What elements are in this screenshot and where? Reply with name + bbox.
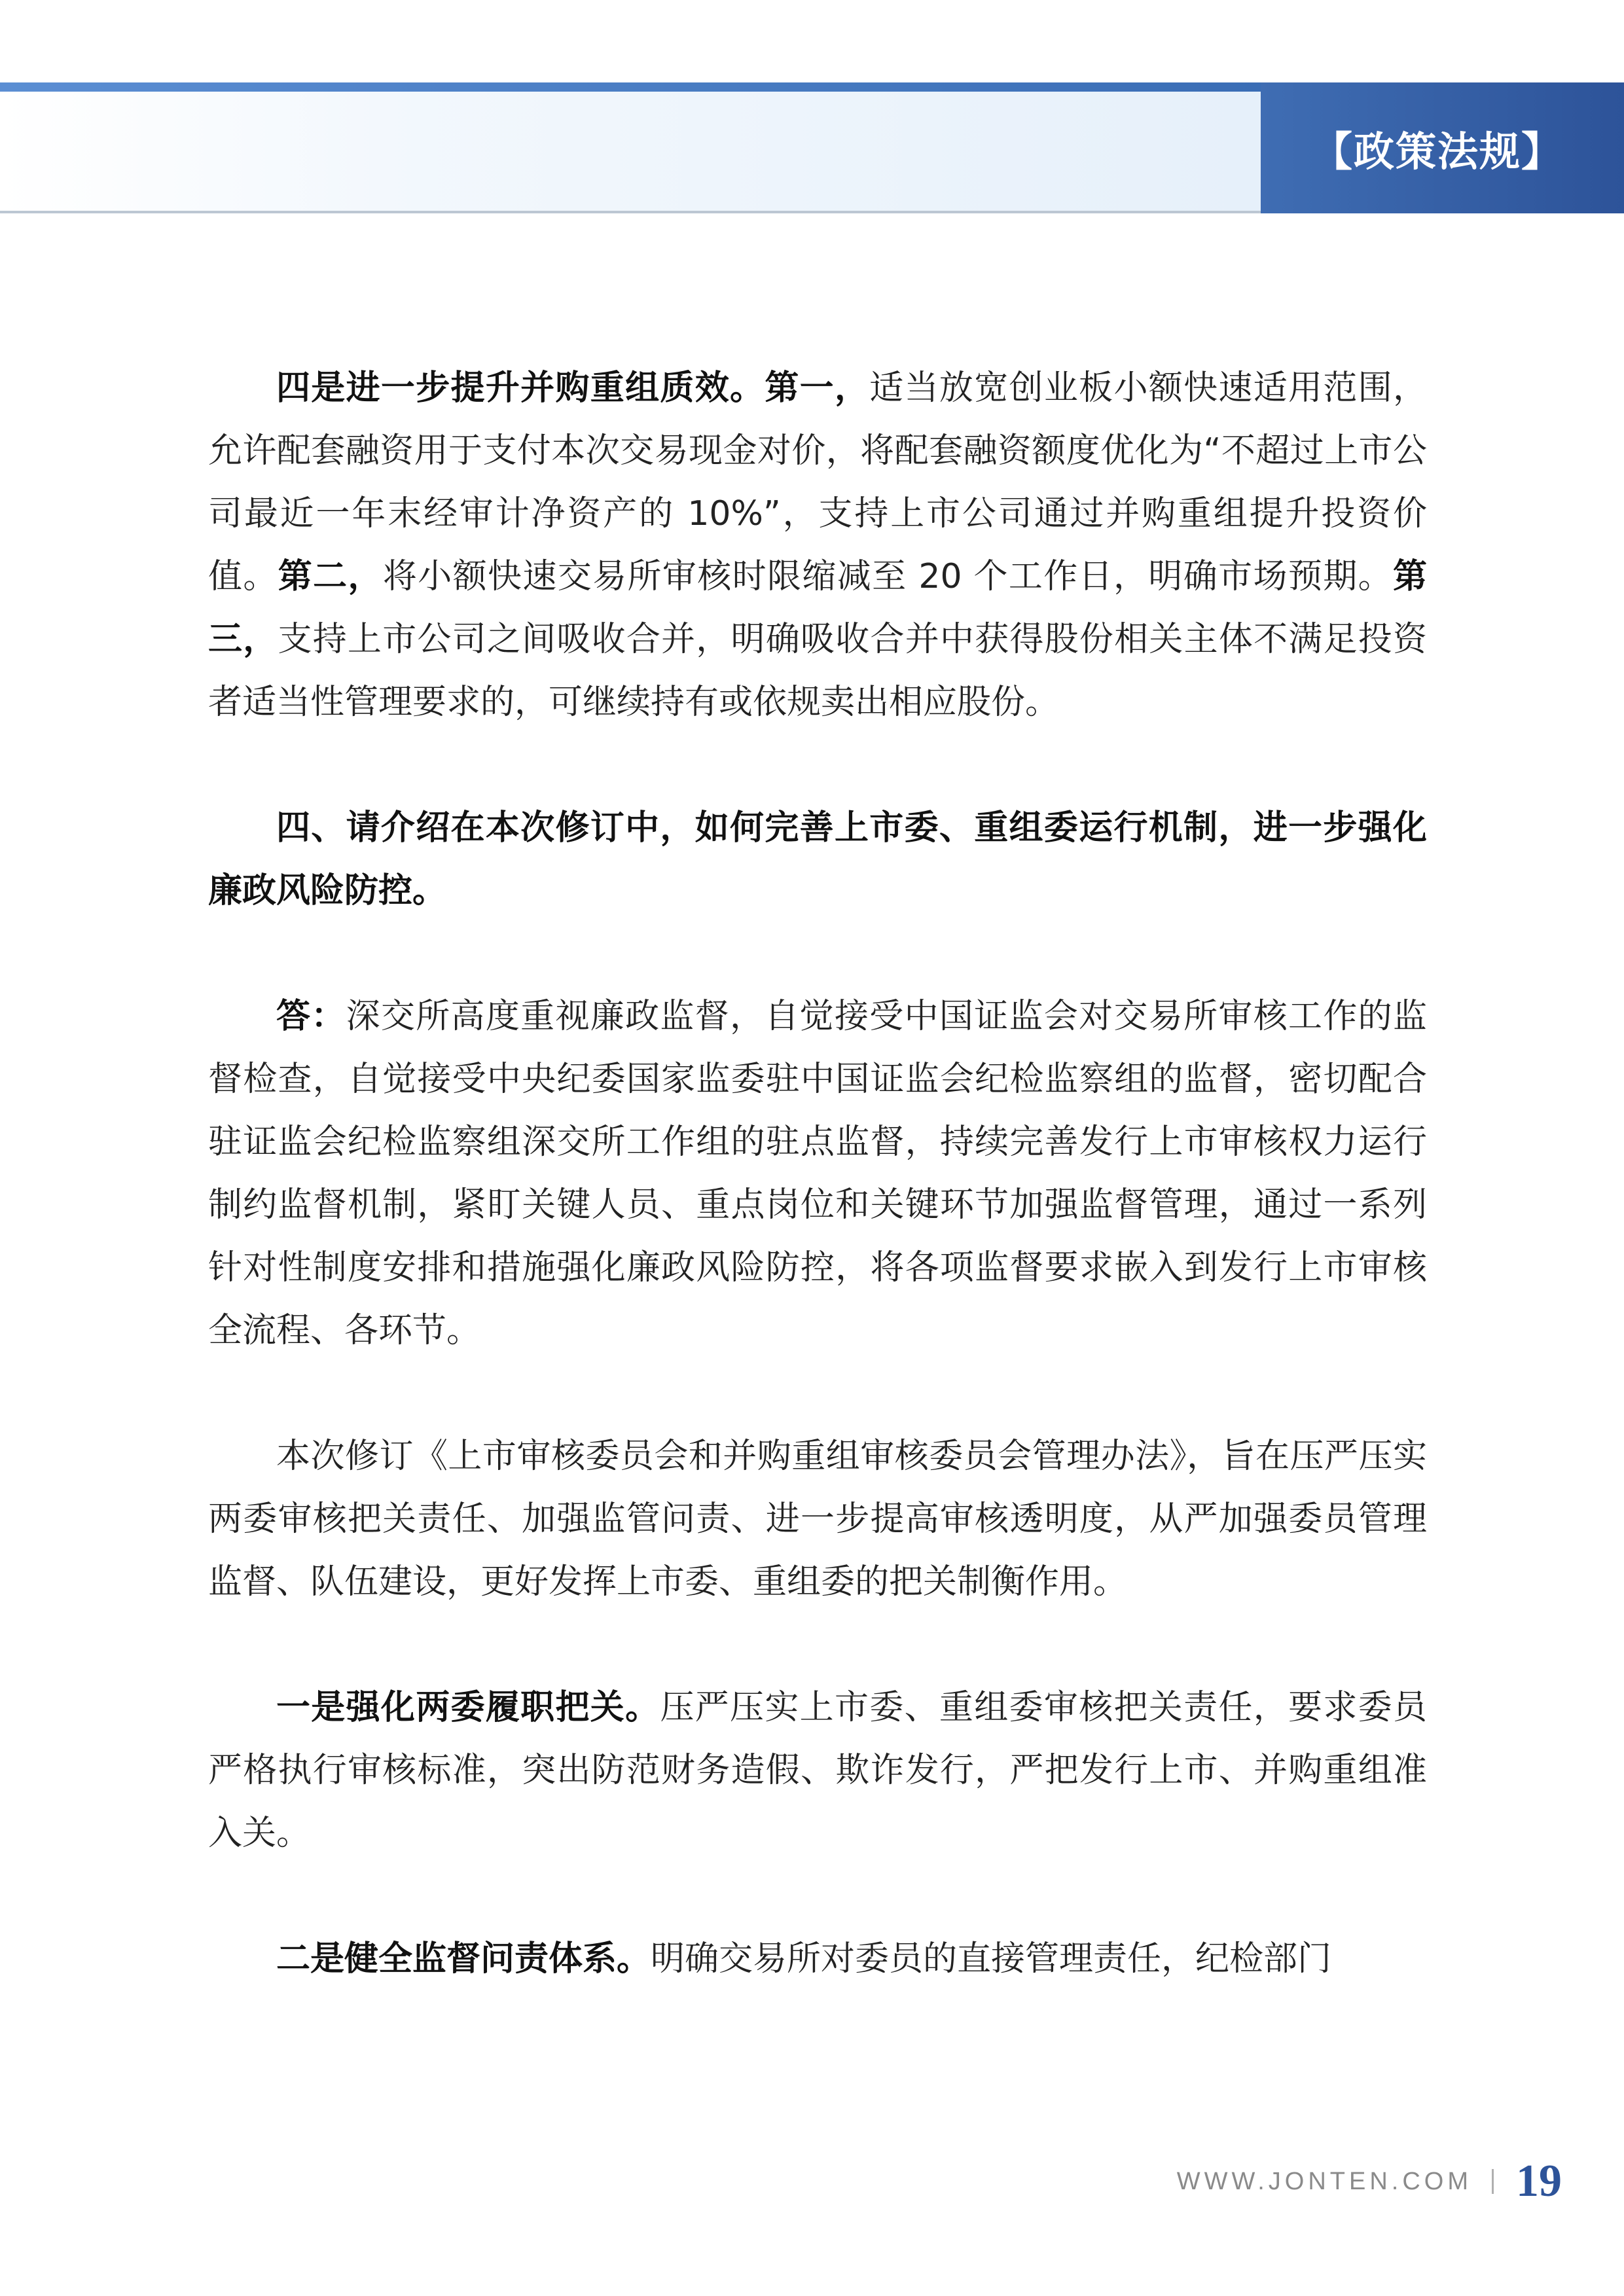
page-number: 19 bbox=[1516, 2156, 1562, 2206]
footer-divider bbox=[1492, 2169, 1494, 2194]
answer-label: 答： bbox=[276, 997, 346, 1036]
paragraph-supervision-system bbox=[208, 1928, 1427, 1990]
point-label-third: 第三， bbox=[208, 557, 1427, 659]
question-heading: 四、请介绍在本次修订中，如何完善上市委、重组委运行机制，进一步强化廉政风险防控。 bbox=[208, 808, 1427, 910]
header-band bbox=[0, 92, 1261, 211]
website-url: WWW.JONTEN.COM bbox=[1176, 2167, 1472, 2195]
point-text-second: 将小额快速交易所审核时限缩减至 20 个工作日，明确市场预期。 bbox=[382, 557, 1393, 596]
answer-paragraph bbox=[208, 985, 1427, 1362]
paragraph-lead: 一是强化两委履职把关。 bbox=[276, 1688, 660, 1727]
paragraph-text: 明确交易所对委员的直接管理责任，纪检部门 bbox=[651, 1939, 1332, 1979]
page-footer bbox=[1177, 2152, 1562, 2211]
paragraph-strengthen-committees bbox=[208, 1676, 1427, 1865]
answer-text: 深交所高度重视廉政监督，自觉接受中国证监会对交易所审核工作的监督检查，自觉接受中央纪委国家监委驻中国证监会纪检监察组的监督，密切配合驻证监会纪检监察组深交所工作组的驻点监督，持续完善发行上市审核权力运行制约监督机制，紧盯关键人员、重点岗位和关键环节加强监督管理，通过一系列针对性制度安排和措施强化廉政风险防控，将各项监督要求嵌入到发行上市审核全流程、各环节。 bbox=[208, 997, 1427, 1350]
paragraph-merger-efficiency bbox=[208, 357, 1427, 734]
paragraph-lead: 二是健全监督问责体系。 bbox=[276, 1939, 651, 1979]
section-tag: 【政策法规】 bbox=[1312, 127, 1564, 175]
paragraph-text: 压严压实上市委、重组委审核把关责任，要求委员严格执行审核标准，突出防范财务造假、欺诈发行，严把发行上市、并购重组准入关。 bbox=[208, 1688, 1427, 1853]
header-accent-line bbox=[0, 82, 1261, 92]
revision-paragraph: 本次修订《上市审核委员会和并购重组审核委员会管理办法》，旨在压严压实两委审核把关责任、加强监管问责、进一步提高审核透明度，从严加强委员管理监督、队伍建设，更好发挥上市委、重组委的把关制衡作用。 bbox=[208, 1437, 1427, 1602]
article-body bbox=[208, 357, 1427, 1990]
point-text-third: 支持上市公司之间吸收合并，明确吸收合并中获得股份相关主体不满足投资者适当性管理要求的，可继续持有或依规卖出相应股份。 bbox=[208, 620, 1427, 722]
point-text-first: 适当放宽创业板小额快速适用范围，允许配套融资用于支付本次交易现金对价，将配套融资额度优化为“不超过上市公司最近一年末经审计净资产的 10%”，支持上市公司通过并购重组提升投资价值。 bbox=[208, 368, 1427, 596]
point-label-first: 第一， bbox=[765, 368, 870, 408]
header-divider bbox=[0, 211, 1261, 213]
paragraph-lead: 四是进一步提升并购重组质效。 bbox=[276, 368, 765, 408]
point-label-second: 第二， bbox=[278, 557, 383, 596]
section-tab bbox=[1261, 82, 1624, 213]
